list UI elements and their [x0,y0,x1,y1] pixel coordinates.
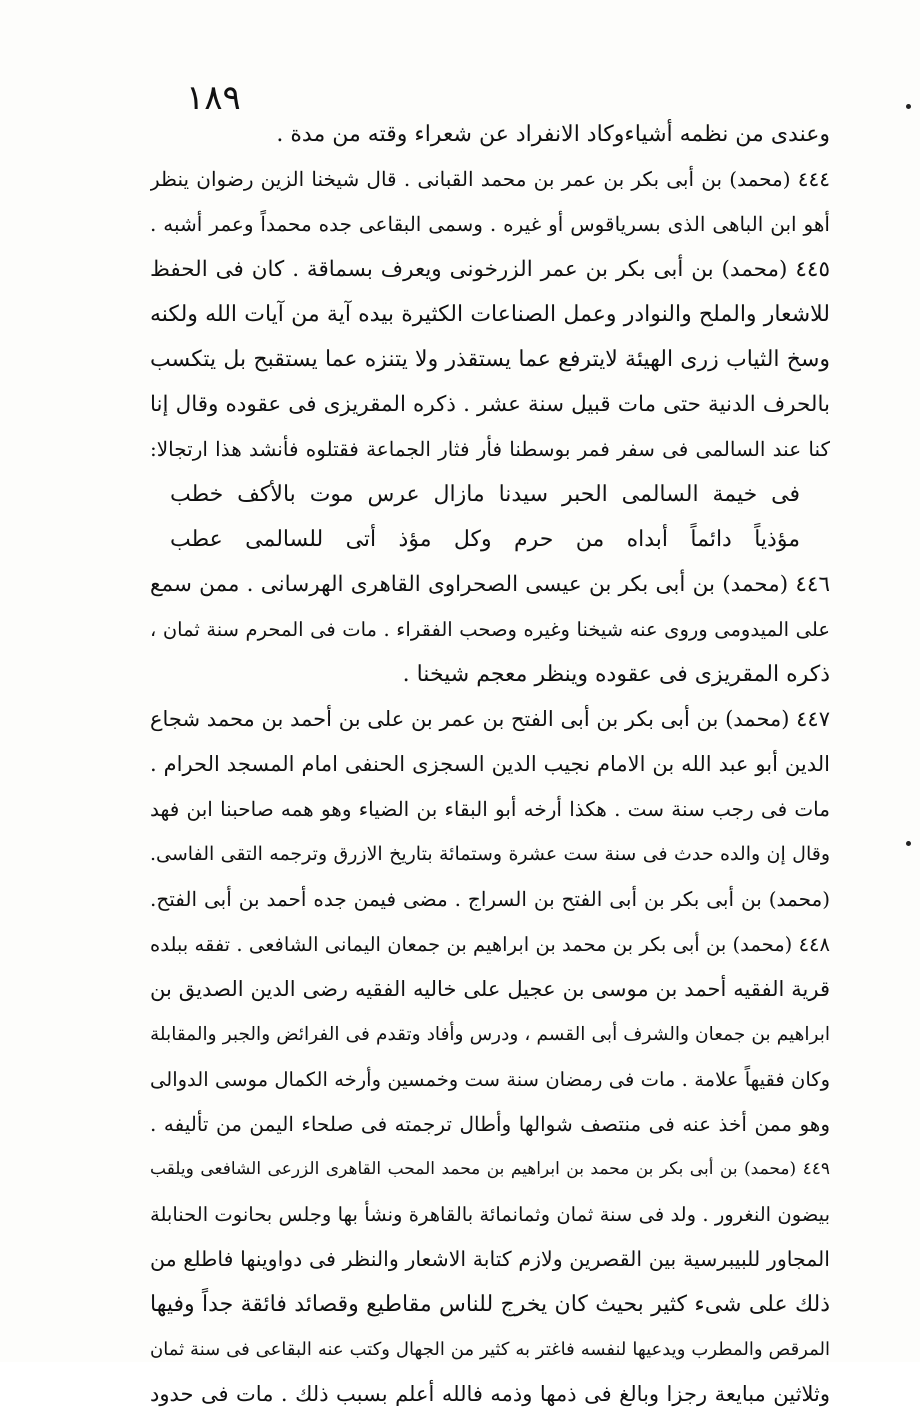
verse-line: مؤذياً دائماً أبداه من حرم وكل مؤذ أتى للسالمى عطب [170,527,800,552]
entry-448-start: ٤٤٨ (محمد) بن أبى بكر بن محمد بن ابراهيم بن جمعان اليمانى الشافعى . تفقه ببلده [150,933,830,956]
text-line: وهو ممن أخذ عنه فى منتصف شوالها وأطال ترجمته فى صلحاء اليمن من تأليفه . [150,1112,830,1136]
entry-444-start: ٤٤٤ (محمد) بن أبى بكر بن عمر بن محمد القبانى . قال شيخنا الزين رضوان ينظر [150,167,830,191]
text-line: وعندى من نظمه أشياءوكاد الانفراد عن شعراء وقته من مدة . [276,122,830,147]
text-line: أهو ابن الباهى الذى بسرياقوس أو غيره . وسمى البقاعى جده محمداً وعمر أشبه . [150,212,830,236]
text-line: وسخ الثياب زرى الهيئة لايترفع عما يستقذر ولا يتنزه عما يستقبح بل يتكسب [150,347,830,372]
entry-446-start: ٤٤٦ (محمد) بن أبى بكر بن عيسى الصحراوى القاهرى الهرسانى . ممن سمع [150,572,830,597]
entry-445-start: ٤٤٥ (محمد) بن أبى بكر بن عمر الزرخونى ويعرف بسماقة . كان فى الحفظ [150,257,830,282]
margin-mark [906,841,911,846]
text-line: ابراهيم بن جمعان والشرف أبى القسم ، ودرس وأفاد وتقدم فى الفرائض والجبر والمقابلة [150,1024,830,1045]
text-line: الدين أبو عبد الله بن الامام نجيب الدين السجزى الحنفى امام المسجد الحرام . [150,752,830,776]
text-line: وثلاثين مبايعة رجزا وبالغ فى ذمها وذمه فالله أعلم بسبب ذلك . مات فى حدود [150,1382,830,1406]
text-line: قرية الفقيه أحمد بن موسى بن عجيل على خاليه الفقيه رضى الدين الصديق بن [150,977,830,1001]
text-line: ذكره المقريزى فى عقوده وينظر معجم شيخنا . [402,662,830,687]
entry-447-start: ٤٤٧ (محمد) بن أبى بكر بن أبى الفتح بن عمر بن على بن أحمد بن محمد شجاع [150,707,830,731]
margin-mark [906,104,911,109]
page-number: ١٨٩ [186,78,241,118]
text-line: وكان فقيهاً علامة . مات فى رمضان سنة ست وخمسين وأرخه الكمال موسى الدوالى [150,1068,830,1091]
verse-line: فى خيمة السالمى الحبر سيدنا مازال عرس موت بالأكف خطب [170,482,800,507]
cross-reference-line: (محمد) بن أبى بكر بن أبى الفتح بن السراج . مضى فيمن جده أحمد بن أبى الفتح. [150,887,830,911]
text-line: بيضون النغرور . ولد فى سنة ثمان وثمانمائة بالقاهرة ونشأ بها وجلس بحانوت الحنابلة [150,1203,830,1226]
text-line: للاشعار والملح والنوادر وعمل الصناعات الكثيرة بيده آية من آيات الله ولكنه [150,302,830,327]
text-line: ذلك على شىء كثير بحيث كان يخرج للناس مقاطيع وقصائد فائقة جداً وفيها [150,1292,830,1317]
text-line: المجاور للبيبرسية بين القصرين ولازم كتابة الاشعار والنظر فى دواوينها فاطلع من [150,1247,830,1271]
page-text [150,112,830,1417]
text-line: المرقص والمطرب ويدعيها لنفسه فاغتر به كثير من الجهال وكتب عنه البقاعى فى سنة ثمان [150,1339,830,1360]
entry-449-start: ٤٤٩ (محمد) بن أبى بكر بن محمد بن ابراهيم بن محمد المحب القاهرى الزرعى الشافعى ويلقب [150,1159,830,1179]
text-line: كنا عند السالمى فى سفر فمر بوسطنا فأر فثار الجماعة فقتلوه فأنشد هذا ارتجالا: [150,437,830,461]
text-line: مات فى رجب سنة ست . هكذا أرخه أبو البقاء بن الضياء وهو همه صاحبنا ابن فهد [150,797,830,821]
text-line: وقال إن والده حدث فى سنة ست عشرة وستمائة بتاريخ الازرق وترجمه التقى الفاسى. [150,843,830,865]
text-line: بالحرف الدنية حتى مات قبيل سنة عشر . ذكره المقريزى فى عقوده وقال إنا [150,392,830,417]
text-line: على الميدومى وروى عنه شيخنا وغيره وصحب الفقراء . مات فى المحرم سنة ثمان ، [150,618,830,641]
